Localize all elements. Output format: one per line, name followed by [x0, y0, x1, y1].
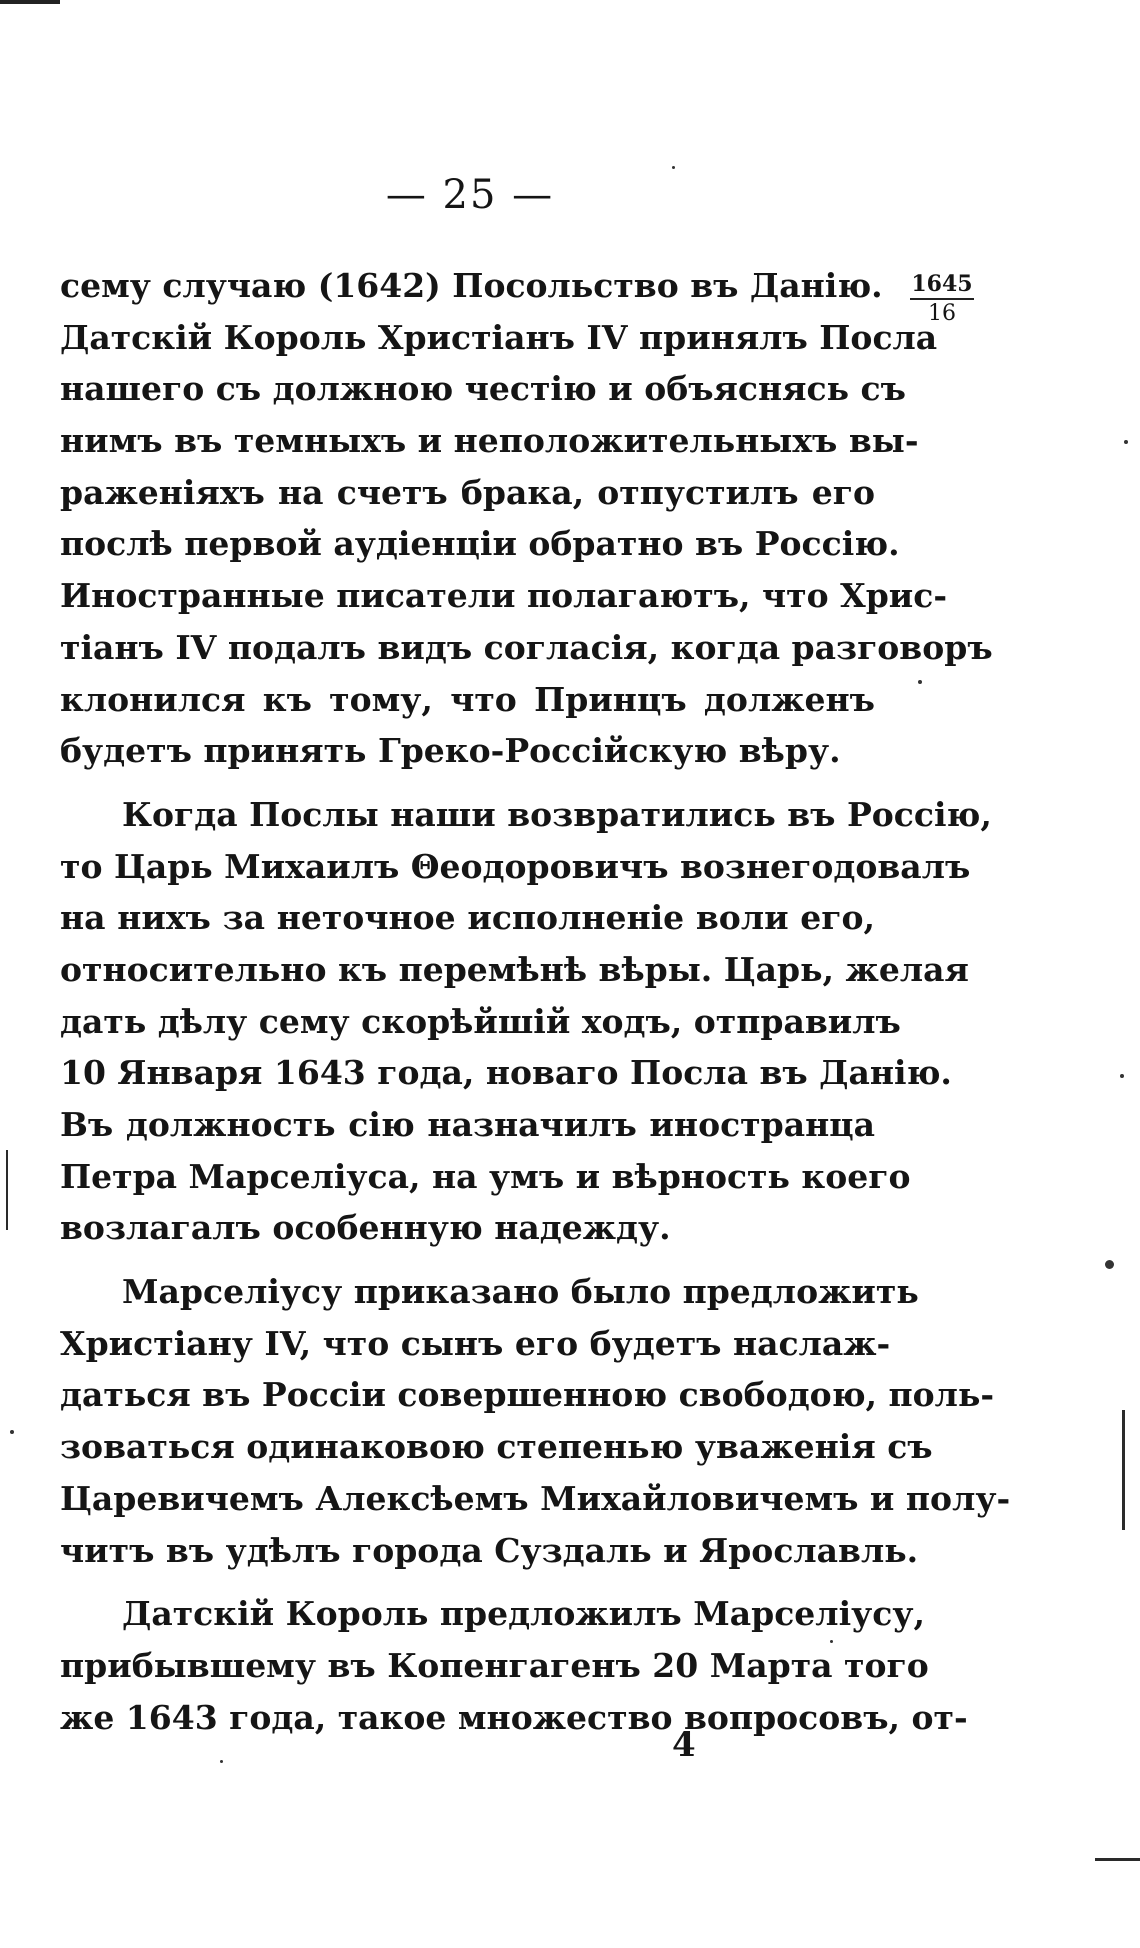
text-line: Датскій Король предложилъ Марселіусу, [122, 1594, 925, 1634]
scan-speck [220, 1760, 223, 1763]
text-line: Марселіусу приказано было предложить [122, 1272, 919, 1312]
text-line: Иностранные писатели полагаютъ, что Хрис- [60, 576, 948, 616]
margin-note-day: 16 [928, 301, 956, 327]
page-number: — 25 — [385, 172, 555, 218]
text-line: раженіяхъ на счетъ брака, отпустилъ его [60, 472, 875, 512]
text-line: возлагалъ особенную надежду. [60, 1208, 671, 1248]
scan-speck [10, 1430, 14, 1434]
scan-edge-line [1095, 1858, 1140, 1861]
text-line: Въ должность сію назначилъ иностранца [60, 1105, 875, 1144]
text-line: Петра Марселіуса, на умъ и вѣрность коего [60, 1156, 911, 1196]
scan-speck [1105, 1260, 1114, 1269]
text-line: Когда Послы наши возвратились въ Россію, [122, 794, 992, 834]
text-line: же 1643 года, такое множество вопросовъ, от- [60, 1697, 968, 1737]
scan-speck [672, 166, 675, 169]
scan-edge-line [6, 1150, 8, 1230]
text-line: Датскій Король Христіанъ IV принялъ Посла [60, 317, 938, 357]
paragraph-gap [60, 1576, 875, 1588]
text-line: нимъ въ темныхъ и неположительныхъ вы- [60, 421, 919, 461]
text-line: прибывшему въ Копенгагенъ 20 Марта того [60, 1645, 929, 1685]
signature-mark: 4 [672, 1725, 696, 1765]
text-line: то Царь Михаилъ Θеодоровичъ вознегодовалъ [60, 846, 971, 886]
text-line: даться въ Россіи совершенною свободою, поль- [60, 1375, 995, 1415]
scan-edge-mark [0, 0, 60, 4]
text-line: Христіану IV, что сынъ его будетъ наслаж- [60, 1323, 891, 1363]
text-line: послѣ первой аудіенціи обратно въ Россію. [60, 524, 900, 564]
text-line: нашего съ должною честію и объяснясь съ [60, 369, 906, 409]
text-line: сему случаю (1642) Посольство въ Данію. [60, 266, 883, 305]
scan-speck [1120, 1074, 1124, 1078]
text-line: читъ въ удѣлъ города Суздаль и Ярославль. [60, 1530, 919, 1570]
text-line: зоваться одинаковою степенью уваженія съ [60, 1427, 933, 1467]
scan-speck [830, 1640, 833, 1643]
scan-edge-line [1122, 1410, 1125, 1530]
text-line: на нихъ за неточное исполненіе воли его, [60, 898, 875, 938]
text-line: относительно къ перемѣнѣ вѣры. Царь, желая [60, 949, 969, 989]
text-line: клонился къ тому, что Принцъ долженъ [60, 679, 875, 719]
text-line: дать дѣлу сему скорѣйшій ходъ, отправилъ [60, 1001, 901, 1041]
scan-speck [1124, 440, 1128, 444]
text-line: будетъ принять Греко-Россійскую вѣру. [60, 731, 841, 771]
text-line: тіанъ IV подалъ видъ согласія, когда разговоръ [60, 627, 993, 667]
scan-speck [918, 680, 922, 684]
text-line: Царевичемъ Алексѣемъ Михайловичемъ и полу- [60, 1478, 1011, 1518]
paragraph-gap [60, 1254, 875, 1266]
paragraph-gap [60, 777, 875, 789]
margin-note-year: 1645 [910, 272, 974, 300]
text-line: 10 Января 1643 года, новаго Посла въ Данію. [60, 1053, 952, 1093]
